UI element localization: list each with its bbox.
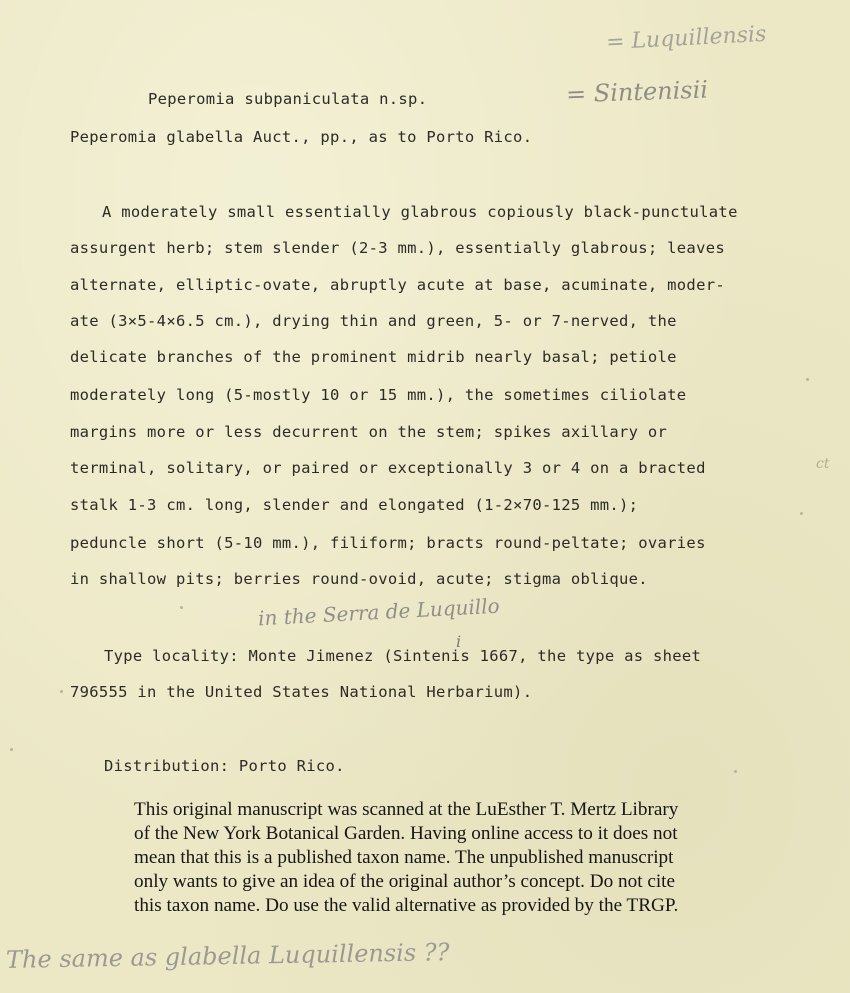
- type-locality-line: Type locality: Monte Jimenez (Sintenis 1667, the type as sheet: [104, 647, 702, 665]
- handwritten-bottom-note: The same as glabella Luquillensis ??: [5, 938, 450, 974]
- distribution-line: Distribution: Porto Rico.: [104, 757, 345, 775]
- paper-speck: [180, 606, 183, 609]
- description-line: A moderately small essentially glabrous copiously black-punctulate: [102, 203, 738, 221]
- library-notice: [134, 798, 794, 918]
- synonym-line: Peperomia glabella Auct., pp., as to Porto Rico.: [70, 128, 533, 146]
- notice-line: this taxon name. Do use the valid alternative as provided by the TRGP.: [134, 895, 679, 916]
- notice-line: This original manuscript was scanned at the LuEsther T. Mertz Library: [134, 799, 679, 820]
- notice-line: only wants to give an idea of the original author’s concept. Do not cite: [134, 871, 676, 892]
- handwritten-stalk-mark: ct: [816, 456, 830, 472]
- description-line: assurgent herb; stem slender (2-3 mm.), essentially glabrous; leaves: [70, 239, 725, 257]
- description-line: delicate branches of the prominent midrib nearly basal; petiole: [70, 348, 677, 366]
- description-line: stalk 1-3 cm. long, slender and elongated (1-2×70-125 mm.);: [70, 496, 639, 514]
- description-line: alternate, elliptic-ovate, abruptly acute at base, acuminate, moder-: [70, 276, 725, 294]
- description-line: terminal, solitary, or paired or exceptionally 3 or 4 on a bracted: [70, 459, 706, 477]
- handwritten-note-luquillensis: = Luquillensis: [605, 21, 767, 56]
- description-line: peduncle short (5-10 mm.), filiform; bracts round-peltate; ovaries: [70, 534, 706, 552]
- paper-speck: [806, 378, 809, 381]
- notice-line: mean that this is a published taxon name. The unpublished manuscript: [134, 847, 674, 868]
- paper-speck: [10, 748, 13, 751]
- handwritten-sintenis-correction: i: [456, 632, 462, 651]
- description-line: ate (3×5-4×6.5 cm.), drying thin and green, 5- or 7-nerved, the: [70, 312, 677, 330]
- paper-speck: [800, 512, 803, 515]
- paper-speck: [60, 690, 63, 693]
- type-locality-line: 796555 in the United States National Herbarium).: [70, 683, 533, 701]
- handwritten-note-sintenisii: = Sintenisii: [565, 75, 709, 109]
- description-line: in shallow pits; berries round-ovoid, acute; stigma oblique.: [70, 570, 648, 588]
- notice-line: of the New York Botanical Garden. Having online access to it does not: [134, 823, 678, 844]
- description-line: margins more or less decurrent on the stem; spikes axillary or: [70, 423, 668, 441]
- paper-speck: [734, 770, 737, 773]
- handwritten-locality-note: in the Serra de Luquillo: [257, 593, 501, 631]
- species-title: Peperomia subpaniculata n.sp.: [148, 90, 428, 108]
- description-line: moderately long (5-mostly 10 or 15 mm.), the sometimes ciliolate: [70, 386, 687, 404]
